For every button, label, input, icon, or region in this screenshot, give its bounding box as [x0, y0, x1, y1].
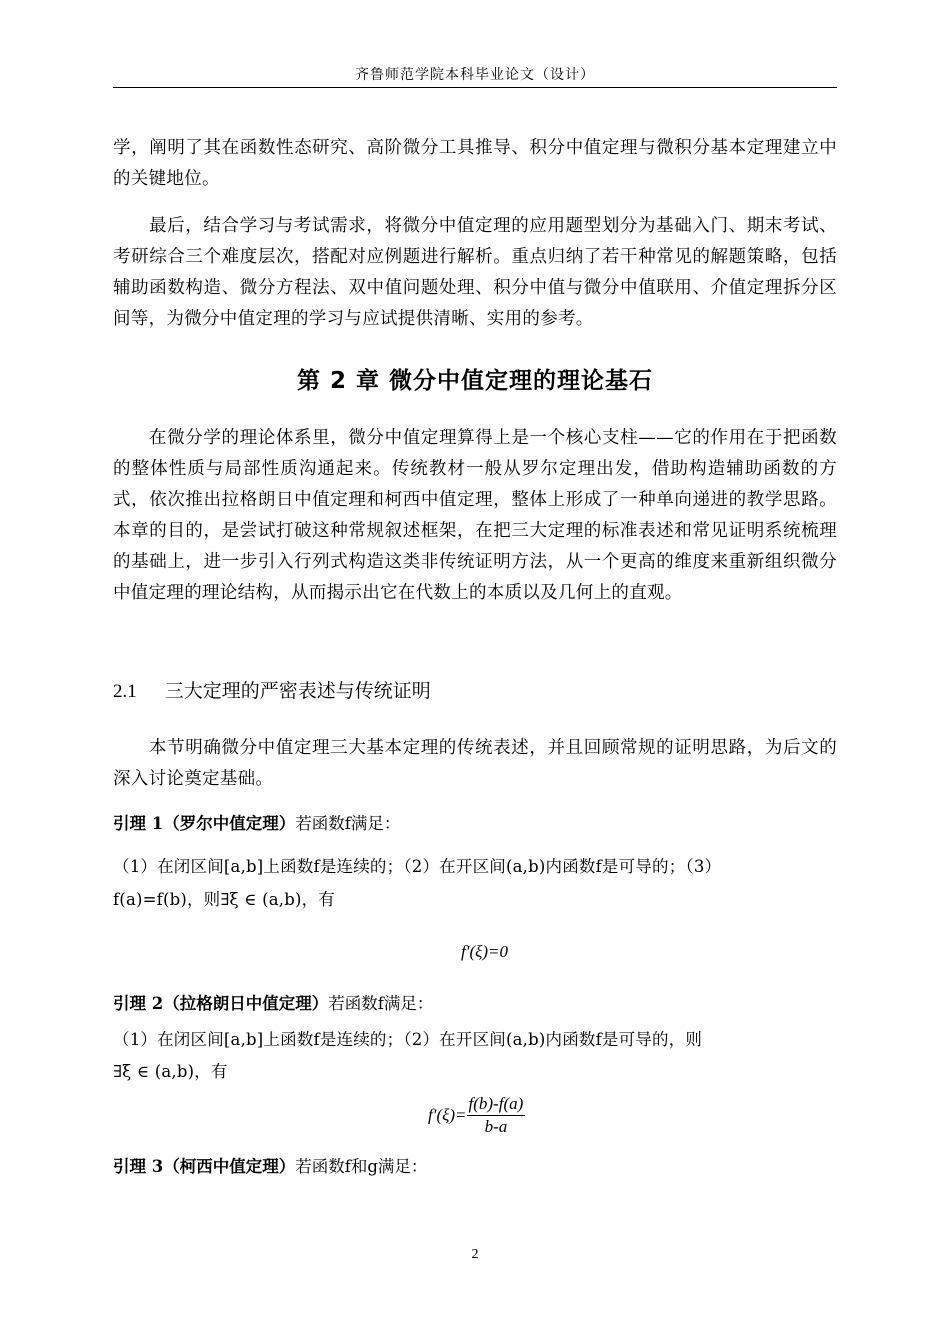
lemma2-formula-denominator: b-a — [484, 1117, 508, 1136]
lemma1-heading — [113, 810, 400, 834]
header-rule — [113, 87, 837, 88]
lemma2-label: 引理 2（拉格朗日中值定理） — [113, 994, 329, 1013]
lemma3-label: 引理 3（柯西中值定理） — [113, 1157, 296, 1176]
lemma2-heading — [113, 990, 433, 1014]
lemma2-intro: 若函数f满足： — [328, 994, 434, 1013]
lemma1-condition-line2: f(a)=f(b)，则∃ξ ∈ (a,b)，有 — [113, 890, 336, 909]
lemma1-condition-line1: （1）在闭区间[a,b]上函数f是连续的；（2）在开区间(a,b)内函数f是可导的；（3） — [113, 857, 722, 876]
lemma2-formula-lhs: f′(ξ)= — [428, 1105, 467, 1125]
lemma3-heading — [113, 1153, 427, 1177]
lemma3-intro: 若函数f和g满足： — [295, 1157, 428, 1176]
lemma2-formula-fraction — [467, 1094, 526, 1137]
page-number: 2 — [471, 1247, 479, 1262]
paragraph-chapter-intro: 在微分学的理论体系里，微分中值定理算得上是一个核心支柱——它的作用在于把函数的整体性质与局部性质沟通起来。传统教材一般从罗尔定理出发，借助构造辅助函数的方式，依次推出拉格朗日中值定理和柯西中值定理，整体上形成了一种单向递进的教学思路。本章的目的，是尝试打破这种常规叙述框架，在把三大定理的标准表述和常见证明系统梳理的基础上，进一步引入行列式构造这类非传统证明方法，从一个更高的维度来重新组织微分中值定理的理论结构，从而揭示出它在代数上的本质以及几何上的直观。 — [113, 428, 837, 603]
lemma1-formula: f′(ξ)=0 — [461, 942, 509, 961]
lemma1-label: 引理 1（罗尔中值定理） — [113, 814, 296, 833]
section-number: 2.1 — [113, 681, 137, 702]
paragraph-abstract-end: 学，阐明了其在函数性态研究、高阶微分工具推导、积分中值定理与微积分基本定理建立中的关键地位。 — [113, 138, 837, 189]
lemma2-condition-line1: （1）在闭区间[a,b]上函数f是连续的；（2）在开区间(a,b)内函数f是可导的，则 — [113, 1030, 703, 1049]
lemma1-intro: 若函数f满足： — [295, 814, 401, 833]
lemma2-formula-numerator: f(b)-f(a) — [467, 1094, 526, 1116]
lemma2-formula — [428, 1094, 525, 1137]
chapter-title: 第 2 章 微分中值定理的理论基石 — [296, 368, 654, 394]
paragraph-summary: 最后，结合学习与考试需求，将微分中值定理的应用题型划分为基础入门、期末考试、考研综合三个难度层次，搭配对应例题进行解析。重点归纳了若干种常见的解题策略，包括辅助函数构造、微分方程法、双中值问题处理、积分中值与微分中值联用、介值定理拆分区间等，为微分中值定理的学习与应试提供清晰、实用的参考。 — [113, 216, 837, 329]
paragraph-section-intro: 本节明确微分中值定理三大基本定理的传统表述，并且回顾常规的证明思路，为后文的深入讨论奠定基础。 — [113, 738, 837, 789]
section-heading — [113, 676, 431, 703]
lemma2-condition-line2: ∃ξ ∈ (a,b)，有 — [113, 1062, 228, 1081]
section-title: 三大定理的严密表述与传统证明 — [164, 680, 431, 702]
running-header: 齐鲁师范学院本科毕业论文（设计） — [355, 67, 595, 83]
